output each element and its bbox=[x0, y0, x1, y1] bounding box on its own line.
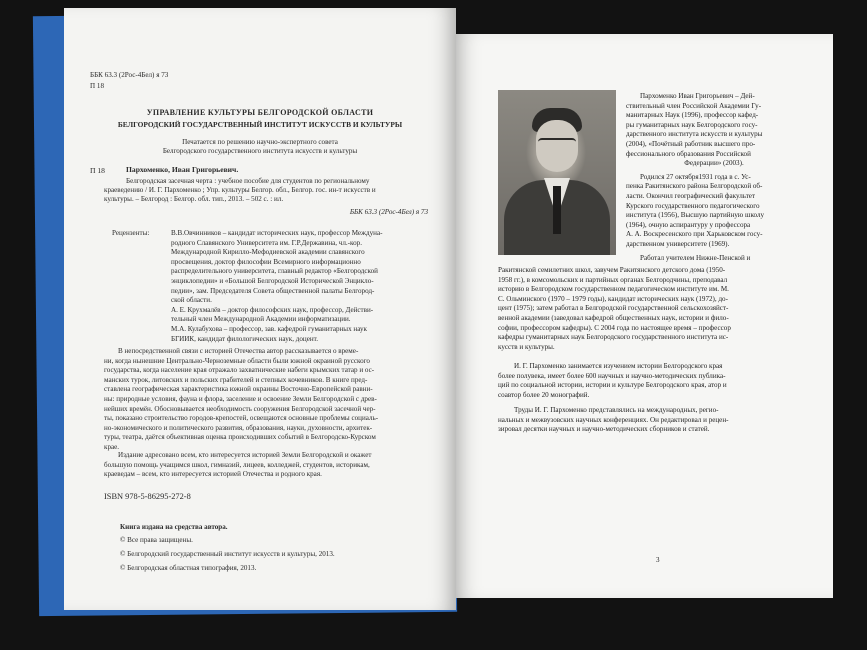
reviewer-line: БГИИК, кандидат филологических наук, доцент. bbox=[171, 334, 318, 343]
entry-code: П 18 bbox=[90, 166, 105, 175]
bio-line: ры гуманитарных наук Белгородского госу- bbox=[626, 120, 758, 129]
bio-line: (1964), очную аспирантуру у профессора bbox=[626, 220, 751, 229]
body-line: государства, когда население края отражало захватнические набеги крымских татар и ос- bbox=[104, 366, 375, 375]
works-paragraph bbox=[498, 406, 808, 435]
reviewer-line: тельный член Международной Академии информатизации. bbox=[171, 315, 351, 324]
bio-line: Курского государственного педагогического bbox=[626, 201, 760, 210]
bio-line: фессионального образования Российской bbox=[626, 149, 751, 158]
bio-line: софии, профессором кафедры). С 2004 года по настоящее время – профессор bbox=[498, 323, 731, 332]
bio-line: пенка Ракитянского района Белгородской об- bbox=[626, 182, 763, 191]
bio-line: Ракитянской семилетних школ, завучем Ракитянского детского дома (1950- bbox=[498, 266, 726, 274]
body-line: ставлена географическая характеристика южной окраины Восточно-Европейской равни- bbox=[104, 385, 373, 394]
reviewer-line: ской области. bbox=[171, 296, 212, 305]
annotation-body bbox=[104, 347, 434, 453]
reviewer-line: А. Е. Крухмалёв – доктор философских наук, профессор, Действи- bbox=[171, 305, 374, 314]
author-heading: Пархоменко, Иван Григорьевич. bbox=[126, 165, 239, 174]
bio-line: (2004), «Почётный работник высшего про- bbox=[626, 139, 756, 148]
bio-full bbox=[498, 266, 808, 352]
bio-line: кусств и культуры. bbox=[498, 342, 555, 351]
research-line: соавтор более 20 монографий. bbox=[498, 390, 590, 399]
reviewer-line: распределительного университета, главный редактор «Белгородской bbox=[171, 267, 378, 276]
body-line: нейших времён. Обосновывается необходимость сооружения Белгородской засечной чер- bbox=[104, 404, 376, 413]
biblio-line: Белгородская засечная черта : учебное пособие для студентов по региональному bbox=[126, 177, 370, 185]
copyright-institute: © Белгородский государственный институт искусств и культуры, 2013. bbox=[120, 550, 335, 558]
bio-top bbox=[626, 92, 802, 263]
printed-by-1: Печатается по решению научно-экспертного совета bbox=[182, 138, 338, 146]
reviewer-line: просвещения, доктор философии Всемирного информационно bbox=[171, 257, 361, 266]
body-line: ни, когда нынешние Центрально-Черноземные области были южной окраиной русского bbox=[104, 356, 370, 365]
org-title-2: БЕЛГОРОДСКИЙ ГОСУДАРСТВЕННЫЙ ИНСТИТУТ ИСКУССТВ И КУЛЬТУРЫ bbox=[117, 120, 403, 129]
reviewer-line: родного Славянского Университета им. Г.Р.Державина, чл.-кор. bbox=[171, 238, 363, 247]
audience-line: большую помощь учащимся школ, гимназий, лицеев, колледжей, студентов, историкам, bbox=[104, 460, 370, 469]
bio-line: цент (1975); затем работал в Белгородской государственной сельскохозяйст- bbox=[498, 304, 729, 313]
body-line: ты, показано строительство городов-крепостей, освещаются основные проблемы социаль- bbox=[104, 414, 379, 423]
body-line: манских турок, литовских и польских грабителей и степных кочевников. В книге пред- bbox=[104, 375, 368, 384]
reviewer-line: В.В.Овчинников – кандидат исторических наук, профессор Междуна- bbox=[171, 229, 383, 237]
reviewers-label: Рецензенты: bbox=[112, 229, 150, 237]
research-paragraph bbox=[498, 362, 808, 400]
bio-line: ласти. Окончил географический факультет bbox=[626, 191, 756, 200]
org-title-1: УПРАВЛЕНИЕ КУЛЬТУРЫ БЕЛГОРОДСКОЙ ОБЛАСТИ bbox=[146, 108, 374, 117]
works-line: Труды И. Г. Пархоменко представлялись на международных, регио- bbox=[514, 406, 719, 414]
body-line: ны: природные условия, фауна и флора, заселение и освоение Земли Белгородской с древ- bbox=[104, 394, 377, 403]
bio-line: кафедры гуманитарных наук Белгородского государственного института ис- bbox=[498, 333, 729, 342]
body-line: но-экономического и политического развития, образования, науки, духовности, архитек- bbox=[104, 423, 373, 432]
bio-line: историю в Белгородском государственном педагогическом институте им. М. bbox=[498, 285, 729, 294]
works-line: зировал десятки научных и научно-методических сборников и статей. bbox=[498, 425, 710, 434]
left-page bbox=[64, 8, 456, 610]
isbn: ISBN 978-5-86295-272-8 bbox=[104, 492, 191, 501]
bio-line: Родился 27 октября1931 года в с. Ус- bbox=[640, 172, 751, 181]
page-number: 3 bbox=[656, 556, 660, 564]
body-line: туры, театра, даётся объективная оценка происходивших событий в Белгородско-Курском bbox=[104, 433, 376, 442]
bio-line: манитарных Наук (1996), профессор кафед- bbox=[626, 111, 759, 120]
bio-line: Работал учителем Нижне-Пенской и bbox=[640, 253, 751, 262]
body-line: В непосредственной связи с историей Отечества автор рассказывается о време- bbox=[118, 347, 359, 355]
bio-line: С. Ольминского (1970 – 1979 годы), кандидат исторических наук (1972), до- bbox=[498, 294, 728, 303]
funding-note: Книга издана на средства автора. bbox=[120, 523, 228, 531]
right-page bbox=[456, 34, 833, 598]
bio-line: А. А. Воскресенского при Харьковском госу- bbox=[626, 230, 763, 239]
bio-line: дарственном университете (1969). bbox=[626, 239, 730, 248]
audience-block bbox=[104, 451, 434, 480]
index-code: П 18 bbox=[90, 82, 104, 90]
copyright-print: © Белгородская областная типография, 2013. bbox=[120, 564, 257, 572]
rights-note: © Все права защищены. bbox=[120, 536, 193, 544]
audience-line: Издание адресовано всем, кто интересуется историей Земли Белгородской и окажет bbox=[118, 451, 372, 459]
bio-line: дарственного института искусств и культуры bbox=[626, 130, 763, 139]
audience-line: краеведам – всем, кто интересуется историей Отечества и родного края. bbox=[104, 470, 322, 479]
bio-line: ствительный член Российской Академии Гу- bbox=[626, 101, 762, 110]
reviewers-block bbox=[171, 229, 435, 344]
bio-line: 1958 гг.), в комсомольских и партийных органах Белгородчины, преподавал bbox=[498, 275, 728, 284]
biblio-line: культуры. – Белгород : Белгор. обл. тип., 2013. – 502 с. : ил. bbox=[104, 195, 284, 203]
research-line: И. Г. Пархоменко занимается изучением истории Белгородского края bbox=[514, 362, 723, 370]
bio-line: Пархоменко Иван Григорьевич – Дей- bbox=[640, 92, 755, 100]
body-line: крае. bbox=[104, 442, 120, 451]
author-portrait bbox=[498, 90, 616, 255]
bbk-code: ББК 63.3 (2Рос-4Бел) я 73 bbox=[90, 71, 169, 79]
reviewer-line: педии», зам. Председателя Совета общественной палаты Белгород- bbox=[171, 286, 375, 295]
bio-line: венной академии (заведовал кафедрой общественных наук, истории и фило- bbox=[498, 313, 729, 322]
reviewer-line: М.А. Кулабухова – профессор, зав. кафедрой гуманитарных наук bbox=[171, 324, 367, 333]
bio-line: Федерации» (2003). bbox=[684, 159, 744, 168]
works-line: нальных и межвузовских научных конференциях. Он редактировал и рецен- bbox=[498, 415, 729, 424]
research-line: ций по социальной истории, истории и культуре Белгородского края, атор и bbox=[498, 381, 727, 390]
printed-by-2: Белгородского государственного института искусств и культуры bbox=[162, 147, 358, 155]
research-line: более полувека, имеет более 600 научных и научно-методических публика- bbox=[498, 371, 726, 380]
biblio-line: краеведению / И. Г. Пархоменко ; Упр. культуры Белгор. обл., Белгор. гос. ин-т искусств и bbox=[104, 186, 376, 194]
bio-line: института (1956), Высшую партийную школу bbox=[626, 211, 765, 220]
reviewer-line: Международной Кирилло-Мефодиевской академии славянского bbox=[171, 248, 365, 257]
bbk-right: ББК 63.3 (2Рос-4Бел) я 73 bbox=[349, 208, 428, 216]
reviewer-line: энциклопедии» и «Большой Белгородской Исторической Энцикло- bbox=[171, 276, 374, 285]
